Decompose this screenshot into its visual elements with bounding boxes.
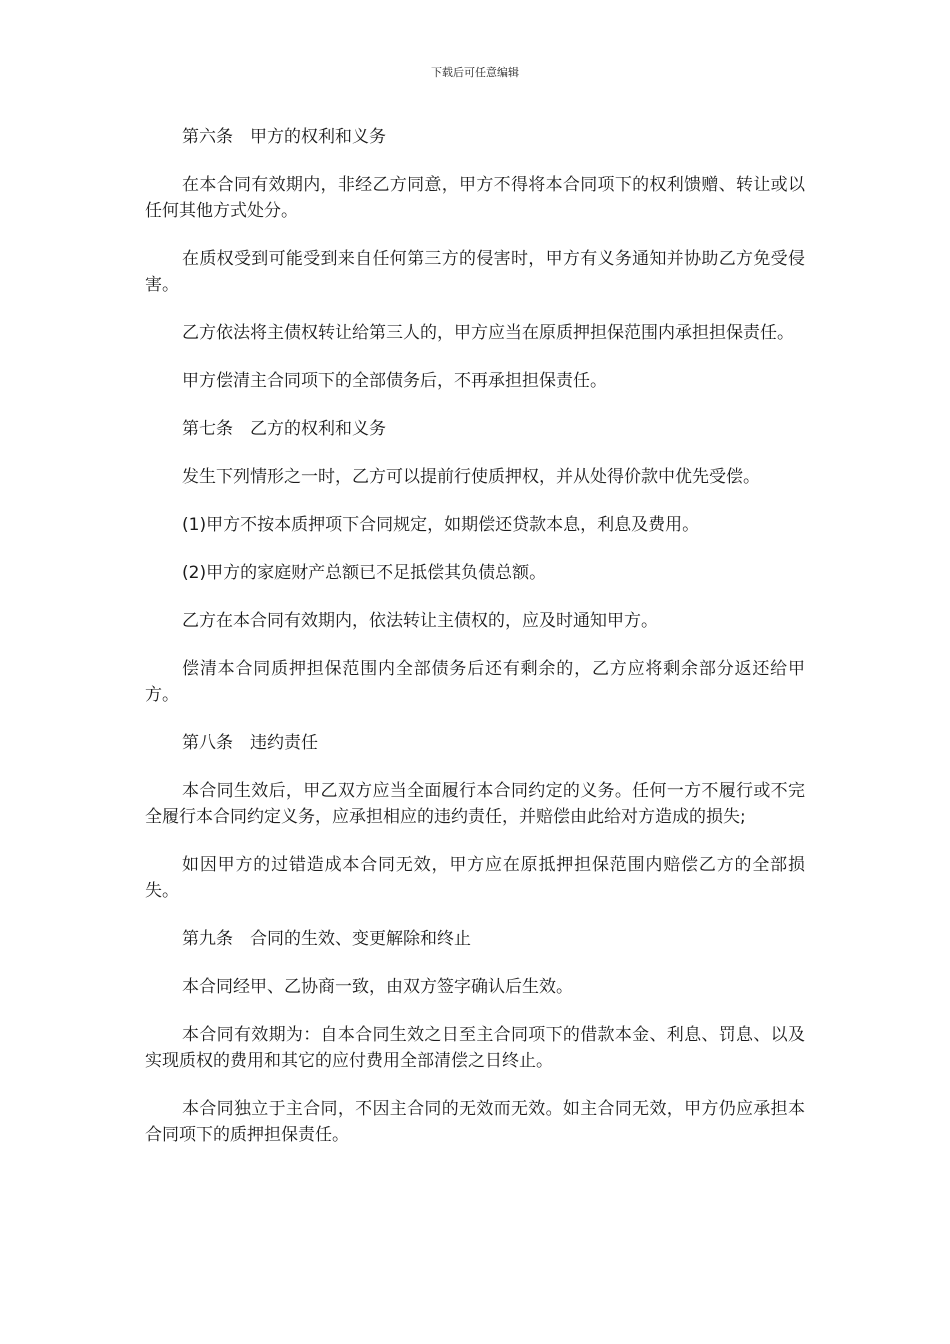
article-7-item-1: (1)甲方不按本质押项下合同规定，如期偿还贷款本息，利息及费用。	[182, 515, 700, 535]
article-7-clause-3: 偿清本合同质押担保范围内全部债务后还有剩余的，乙方应将剩余部分返还给甲方。	[145, 659, 805, 705]
article-6-clause-1: 在本合同有效期内，非经乙方同意，甲方不得将本合同项下的权利馈赠、转让或以任何其他方式处分。	[145, 175, 805, 221]
article-7-item-2: (2)甲方的家庭财产总额已不足抵偿其负债总额。	[182, 563, 547, 583]
article-7-clause-2: 乙方在本合同有效期内，依法转让主债权的，应及时通知甲方。	[182, 611, 658, 631]
article-7-clause-1: 发生下列情形之一时，乙方可以提前行使质押权，并从处得价款中优先受偿。	[182, 467, 760, 487]
article-7-heading: 第七条 乙方的权利和义务	[182, 419, 386, 439]
article-6-heading: 第六条 甲方的权利和义务	[182, 127, 386, 147]
article-8-clause-2: 如因甲方的过错造成本合同无效，甲方应在原抵押担保范围内赔偿乙方的全部损失。	[145, 855, 805, 901]
article-9-clause-2: 本合同有效期为：自本合同生效之日至主合同项下的借款本金、利息、罚息、以及实现质权的费用和其它的应付费用全部清偿之日终止。	[145, 1025, 805, 1071]
article-9-heading: 第九条 合同的生效、变更解除和终止	[182, 929, 471, 949]
article-9-clause-3: 本合同独立于主合同，不因主合同的无效而无效。如主合同无效，甲方仍应承担本合同项下的质押担保责任。	[145, 1099, 805, 1145]
article-6-clause-4: 甲方偿清主合同项下的全部债务后，不再承担担保责任。	[182, 371, 607, 391]
article-9-clause-1: 本合同经甲、乙协商一致，由双方签字确认后生效。	[182, 977, 573, 997]
article-6-clause-2: 在质权受到可能受到来自任何第三方的侵害时，甲方有义务通知并协助乙方免受侵害。	[145, 249, 805, 295]
page-header-note: 下载后可任意编辑	[431, 66, 519, 79]
article-6-clause-3: 乙方依法将主债权转让给第三人的，甲方应当在原质押担保范围内承担担保责任。	[182, 323, 794, 343]
document-body	[145, 124, 805, 1170]
article-8-clause-1: 本合同生效后，甲乙双方应当全面履行本合同约定的义务。任何一方不履行或不完全履行本合同约定义务，应承担相应的违约责任，并赔偿由此给对方造成的损失;	[145, 781, 805, 827]
article-8-heading: 第八条 违约责任	[182, 733, 318, 753]
